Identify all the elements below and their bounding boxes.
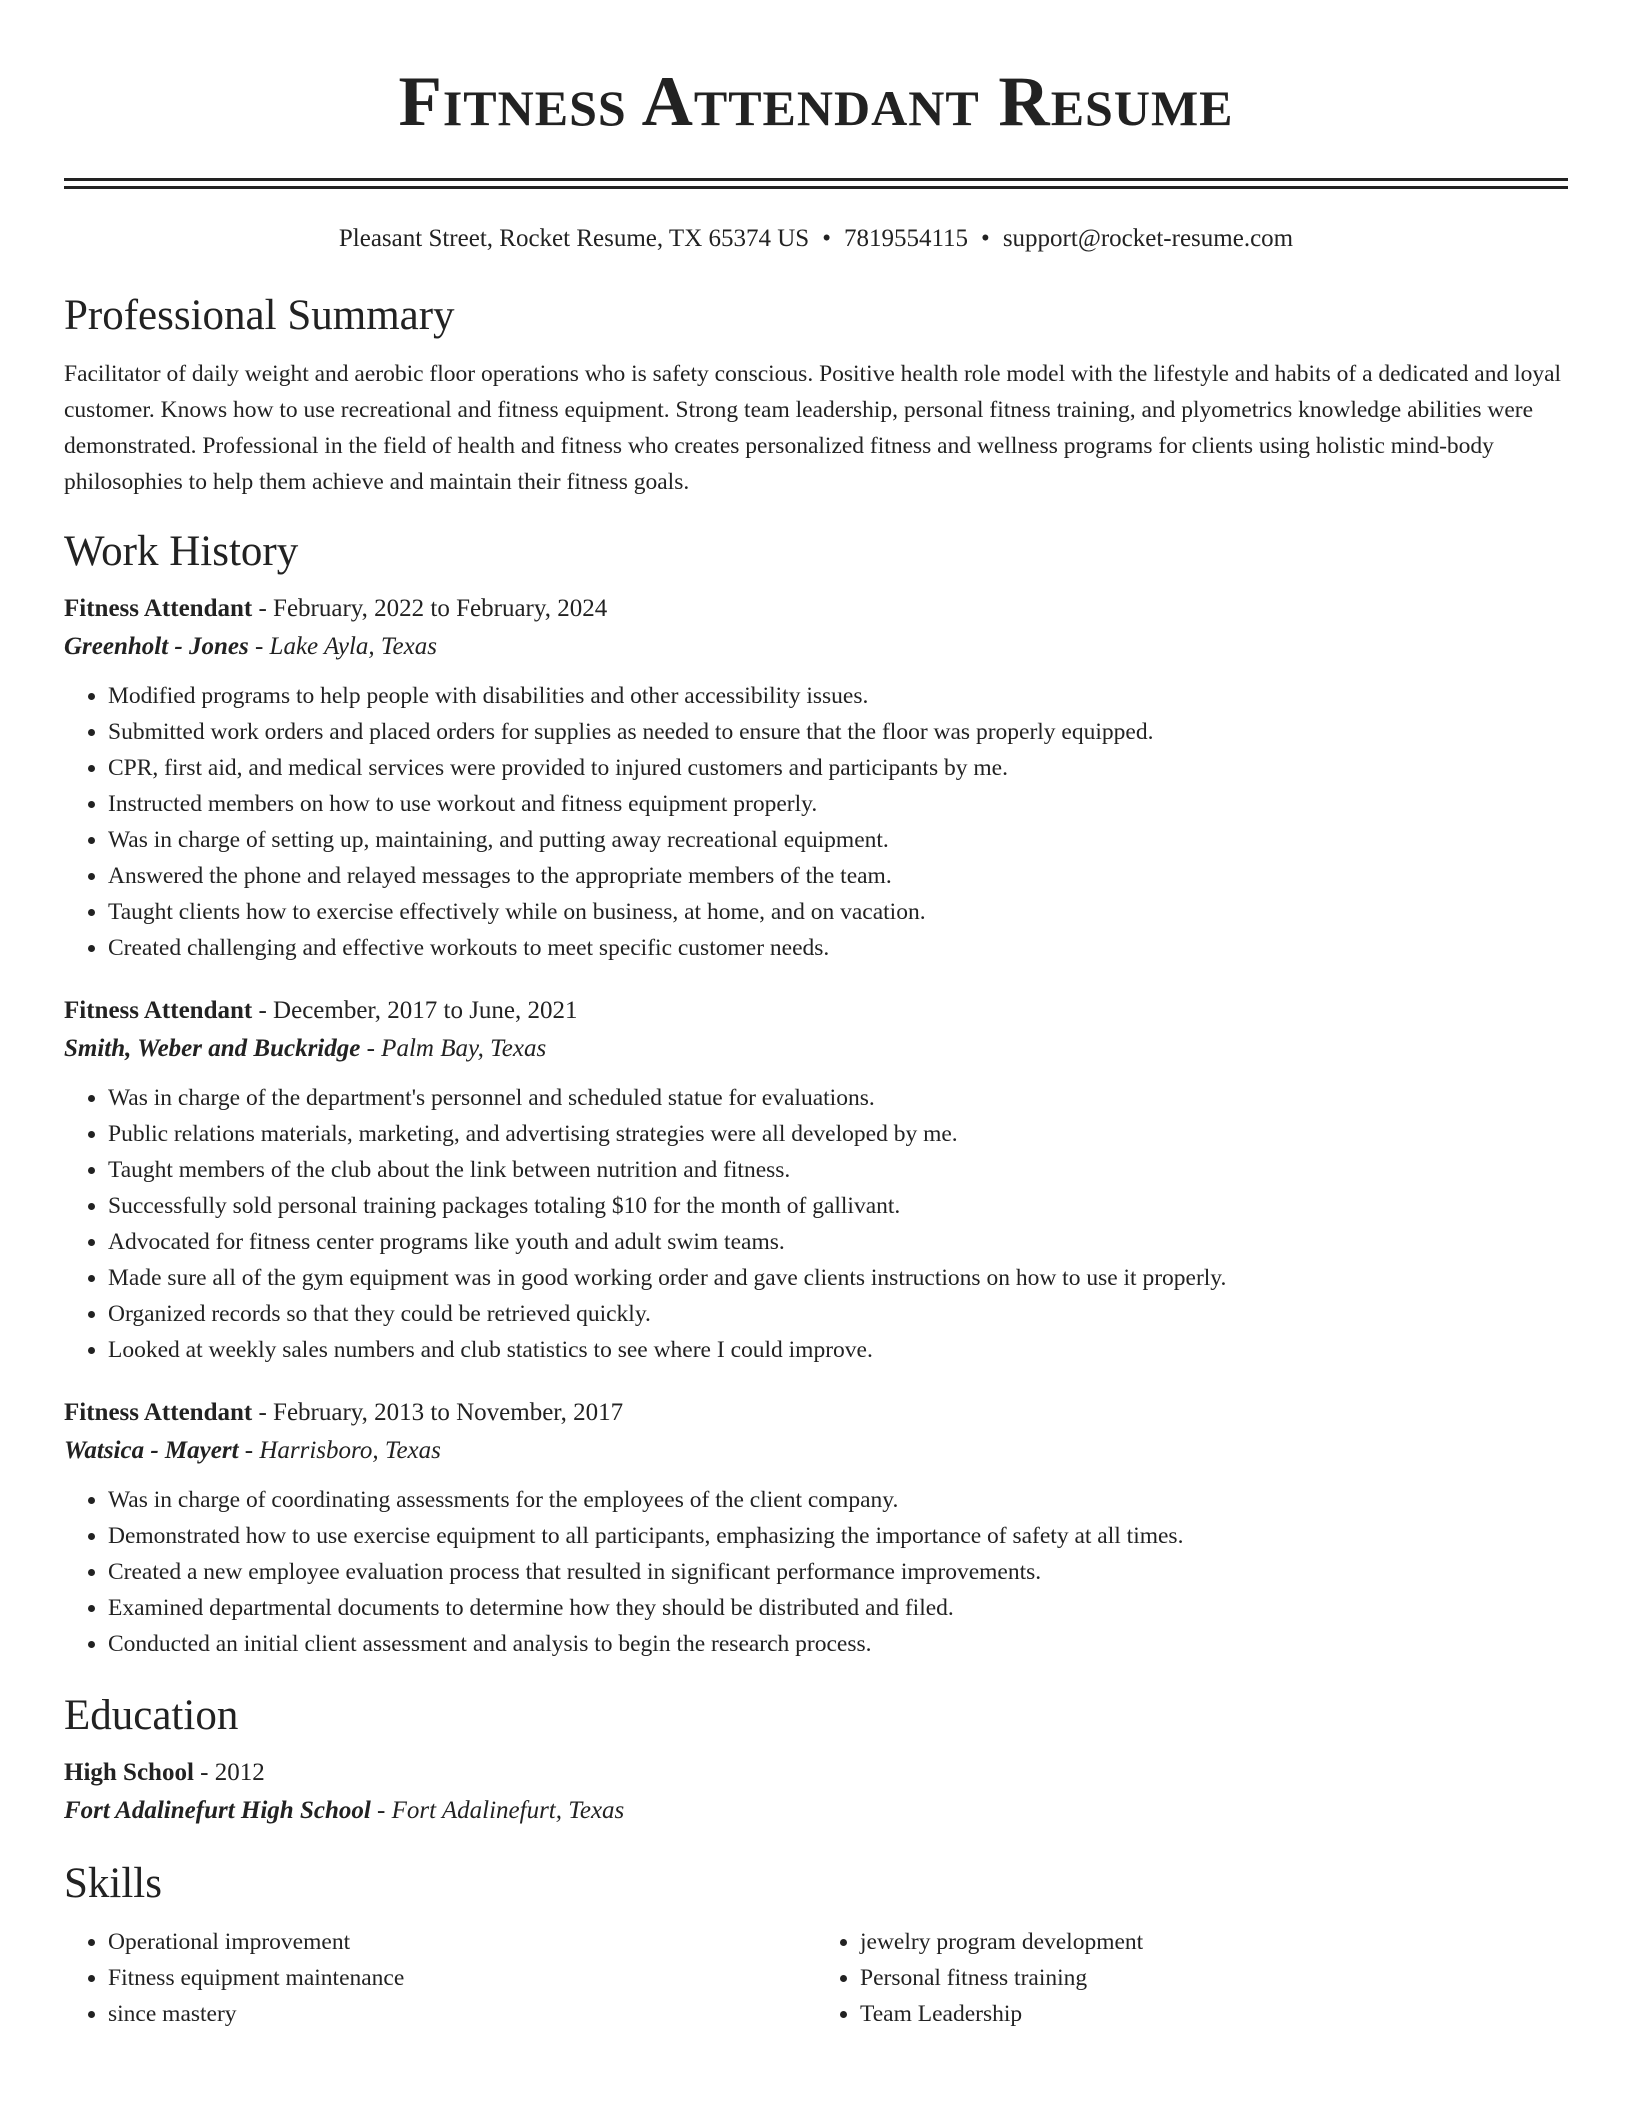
summary-text: Facilitator of daily weight and aerobic floor operations who is safety conscious. Positive health role model with the lifestyle and habits of a dedicated and loyal customer. Knows how to use recreational and fitness equipment. Strong team leadership, personal fitness training, and plyometrics knowledge abilities were demonstrated. Professional in the field of health and fitness who creates personalized fitness and wellness programs for clients using holistic mind-body philosophies to help them achieve and maintain their fitness goals. <box>64 361 1562 495</box>
job-bullet: • Examined departmental documents to determine how they should be distributed and filed. <box>108 1590 1568 1626</box>
skill-item: • Operational improvement <box>108 1924 816 1960</box>
title-double-rule <box>64 178 1568 189</box>
job-bullet-list <box>64 1482 1568 1662</box>
education-school-line <box>64 1792 1568 1830</box>
job-company-line <box>64 1432 1568 1470</box>
skill-item: • Team Leadership <box>860 1996 1568 2032</box>
education-location: - Fort Adalinefurt, Texas <box>370 1797 625 1824</box>
contact-separator: • <box>981 225 990 252</box>
job-title-line <box>64 590 1568 628</box>
skill-item: • Personal fitness training <box>860 1960 1568 1996</box>
job-company-line <box>64 628 1568 666</box>
education-year: - 2012 <box>193 1759 265 1786</box>
education-school: Fort Adalinefurt High School <box>64 1797 371 1824</box>
skills-list-left <box>64 1924 816 2032</box>
job-bullet: • Demonstrated how to use exercise equipment to all participants, emphasizing the importance of safety at all times. <box>108 1518 1568 1554</box>
skill-item: • Fitness equipment maintenance <box>108 1960 816 1996</box>
job-title: Fitness Attendant <box>64 1399 253 1426</box>
job-bullet: • Organized records so that they could be retrieved quickly. <box>108 1296 1568 1332</box>
contact-email: support@rocket-resume.com <box>1002 225 1294 252</box>
job-bullet: • Looked at weekly sales numbers and club statistics to see where I could improve. <box>108 1332 1568 1368</box>
job-company-line <box>64 1030 1568 1068</box>
education-degree-line <box>64 1754 1568 1792</box>
job-bullet-list <box>64 678 1568 966</box>
job-bullet: • Advocated for fitness center programs like youth and adult swim teams. <box>108 1224 1568 1260</box>
job-title-line <box>64 1394 1568 1432</box>
job-bullet: • Taught clients how to exercise effectively while on business, at home, and on vacation. <box>108 894 1568 930</box>
skills-grid <box>64 1924 1568 2032</box>
job-title: Fitness Attendant <box>64 997 253 1024</box>
job-company: Greenholt - Jones <box>64 633 249 660</box>
page-title: Fitness Attendant Resume <box>398 63 1234 141</box>
job-bullet: • Modified programs to help people with disabilities and other accessibility issues. <box>108 678 1568 714</box>
education-degree: High School <box>64 1759 194 1786</box>
contact-separator: • <box>822 225 831 252</box>
job-bullet: • Was in charge of coordinating assessments for the employees of the client company. <box>108 1482 1568 1518</box>
job-entry <box>64 590 1568 966</box>
section-heading-skills: Skills <box>64 1860 162 1907</box>
job-bullet: • CPR, first aid, and medical services were provided to injured customers and participants by me. <box>108 750 1568 786</box>
section-heading-education: Education <box>64 1692 239 1739</box>
job-bullet: • Answered the phone and relayed messages to the appropriate members of the team. <box>108 858 1568 894</box>
skill-item: • jewelry program development <box>860 1924 1568 1960</box>
skills-list-right <box>816 1924 1568 2032</box>
section-heading-summary: Professional Summary <box>64 292 455 339</box>
job-bullet: • Created challenging and effective workouts to meet specific customer needs. <box>108 930 1568 966</box>
contact-line <box>64 222 1568 256</box>
job-entry <box>64 992 1568 1368</box>
skill-item: • since mastery <box>108 1996 816 2032</box>
section-heading-work-history: Work History <box>64 528 299 575</box>
job-title-line <box>64 992 1568 1030</box>
job-bullet: • Made sure all of the gym equipment was in good working order and gave clients instructions on how to use it properly. <box>108 1260 1568 1296</box>
job-bullet: • Submitted work orders and placed orders for supplies as needed to ensure that the floor was properly equipped. <box>108 714 1568 750</box>
contact-phone: 7819554115 <box>843 225 969 252</box>
job-company: Watsica - Mayert <box>64 1437 239 1464</box>
job-location: - Lake Ayla, Texas <box>248 633 437 660</box>
contact-address: Pleasant Street, Rocket Resume, TX 65374 US <box>338 225 810 252</box>
job-bullet: • Instructed members on how to use workout and fitness equipment properly. <box>108 786 1568 822</box>
job-bullet: • Public relations materials, marketing, and advertising strategies were all developed by me. <box>108 1116 1568 1152</box>
job-bullet: • Taught members of the club about the link between nutrition and fitness. <box>108 1152 1568 1188</box>
job-bullet-list <box>64 1080 1568 1368</box>
job-dates: - December, 2017 to June, 2021 <box>252 997 578 1024</box>
job-title: Fitness Attendant <box>64 595 253 622</box>
job-bullet: • Conducted an initial client assessment and analysis to begin the research process. <box>108 1626 1568 1662</box>
job-company: Smith, Weber and Buckridge <box>64 1035 361 1062</box>
job-location: - Palm Bay, Texas <box>360 1035 547 1062</box>
job-dates: - February, 2013 to November, 2017 <box>252 1399 624 1426</box>
job-bullet: • Successfully sold personal training packages totaling $10 for the month of gallivant. <box>108 1188 1568 1224</box>
job-dates: - February, 2022 to February, 2024 <box>252 595 608 622</box>
job-bullet: • Created a new employee evaluation process that resulted in significant performance improvements. <box>108 1554 1568 1590</box>
job-bullet: • Was in charge of setting up, maintaining, and putting away recreational equipment. <box>108 822 1568 858</box>
job-bullet: • Was in charge of the department's personnel and scheduled statue for evaluations. <box>108 1080 1568 1116</box>
job-entry <box>64 1394 1568 1662</box>
job-location: - Harrisboro, Texas <box>238 1437 441 1464</box>
